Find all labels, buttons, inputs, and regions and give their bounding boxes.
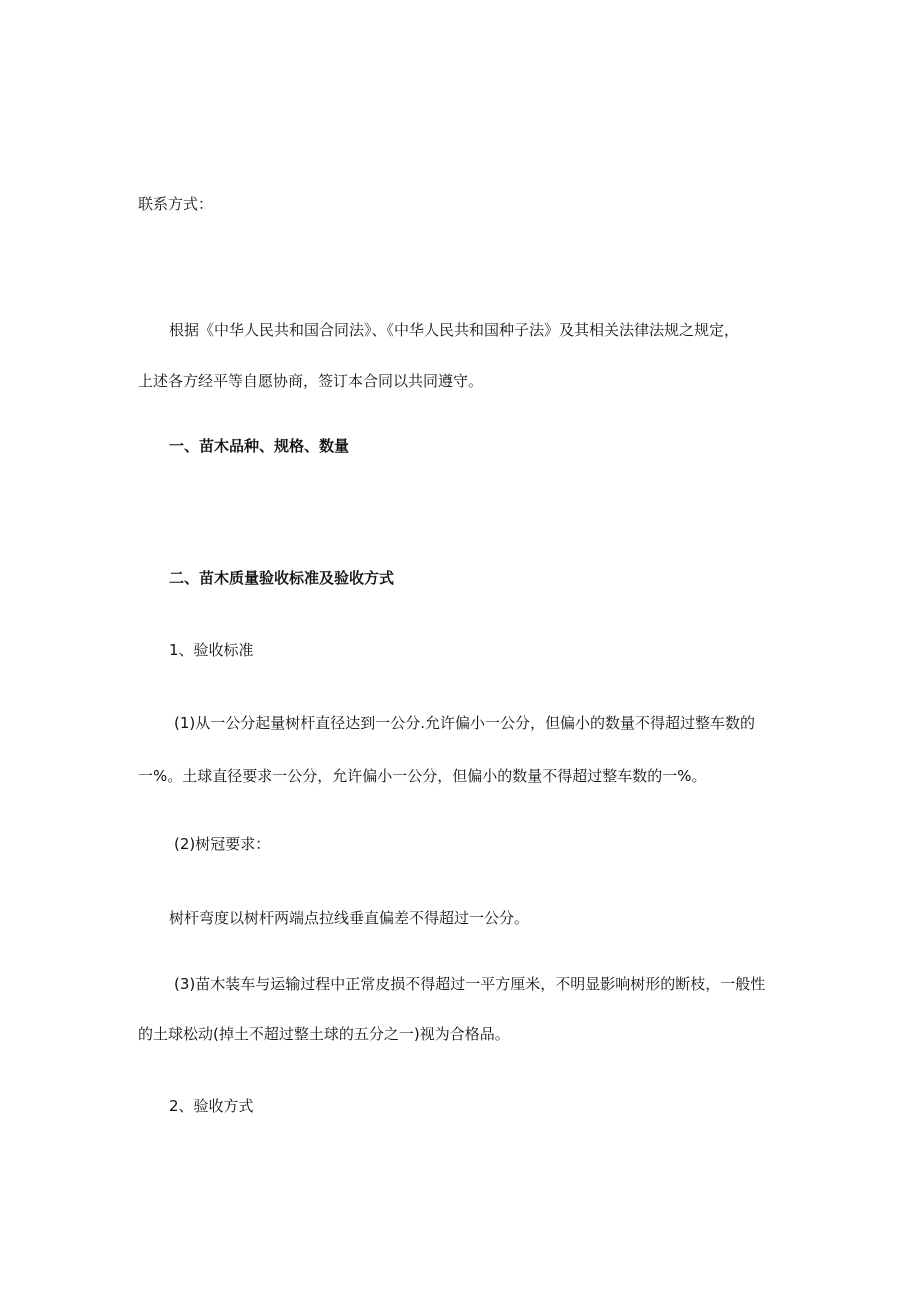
- intro-paragraph-line-2: 上述各方经平等自愿协商，签订本合同以共同遵守。: [138, 372, 484, 390]
- contact-label: 联系方式：: [138, 195, 214, 213]
- subsection-1-heading: 1、验收标准: [169, 641, 254, 659]
- standard-item-2-heading: (2)树冠要求：: [174, 835, 271, 853]
- section-2-heading: 二、苗木质量验收标准及验收方式: [169, 569, 395, 587]
- standard-item-1-line-2: 一%。土球直径要求一公分，允许偏小一公分，但偏小的数量不得超过整车数的一%。: [138, 767, 707, 785]
- standard-item-2-text: 树杆弯度以树杆两端点拉线垂直偏差不得超过一公分。: [169, 909, 530, 927]
- standard-item-1-line-1: (1)从一公分起量树杆直径达到一公分.允许偏小一公分，但偏小的数量不得超过整车数的: [174, 714, 756, 732]
- section-1-heading: 一、苗木品种、规格、数量: [169, 437, 350, 455]
- intro-paragraph-line-1: 根据《中华人民共和国合同法》、《中华人民共和国种子法》及其相关法律法规之规定，: [169, 321, 740, 339]
- standard-item-3-line-1: (3)苗木装车与运输过程中正常皮损不得超过一平方厘米，不明显影响树形的断枝，一般性: [174, 975, 766, 993]
- subsection-2-heading: 2、验收方式: [169, 1097, 254, 1115]
- standard-item-3-line-2: 的土球松动(掉土不超过整土球的五分之一)视为合格品。: [138, 1025, 510, 1043]
